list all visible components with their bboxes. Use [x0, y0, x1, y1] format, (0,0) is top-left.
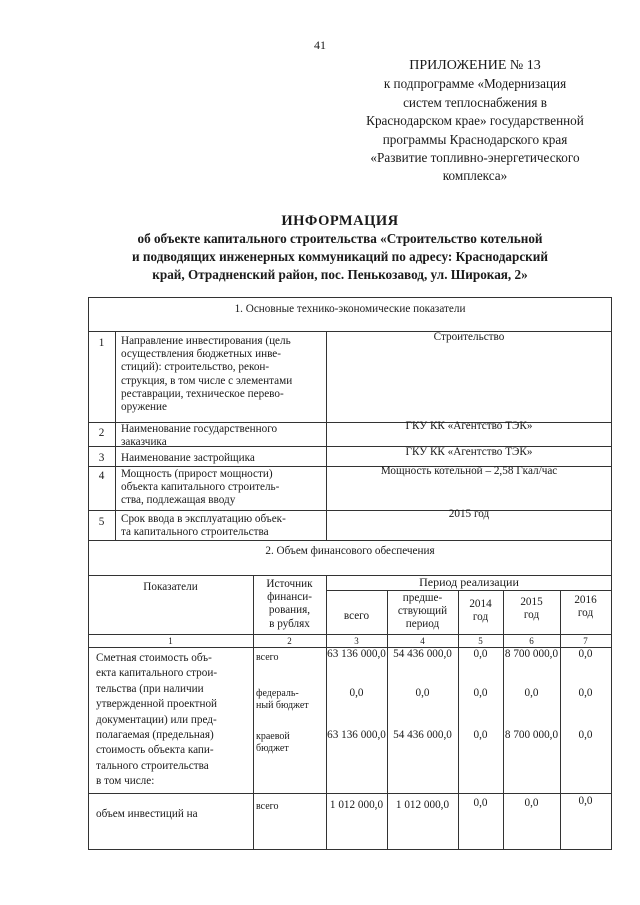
label-line: осуществления бюджетных инве- [121, 348, 281, 361]
heading-line: об объекте капитального строительства «Строительство котельной [137, 231, 543, 246]
header-line: в рублях [269, 617, 310, 630]
appendix-line: систем теплоснабжения в [403, 94, 547, 110]
table-border [88, 793, 612, 794]
appendix-line: комплекса» [442, 168, 508, 184]
value-cell: 0,0 [578, 687, 593, 699]
heading-line: и подводящих инженерных коммуникаций по адресу: Краснодарский [132, 249, 548, 264]
value-cell: 0,0 [578, 729, 593, 741]
table-border [88, 540, 612, 541]
appendix-line: Краснодарском крае» государственной [366, 113, 584, 129]
value-cell: 63 136 000,0 [327, 729, 386, 741]
value-cell: 0,0 [524, 687, 539, 699]
source-line: бюджет [256, 743, 289, 754]
value-cell: 0,0 [473, 687, 488, 699]
label-line: тельства (при наличии [96, 682, 204, 695]
header-total: всего [343, 610, 370, 622]
column-number: 2 [287, 636, 292, 646]
section2-title: 2. Объем финансового обеспечения [265, 545, 435, 557]
investment-label: объем инвестиций на [96, 808, 198, 820]
value-cell: 0,0 [349, 687, 364, 699]
label-line: стоимость объекта капи- [96, 744, 214, 757]
header-line: год [577, 607, 594, 620]
label-line: документации) или пред- [96, 713, 217, 726]
row-label [121, 452, 326, 465]
appendix-block [340, 57, 610, 186]
appendix-line: к подпрограмме «Модернизация [383, 76, 567, 92]
document-heading [80, 212, 600, 284]
label-line: струкция, в том числе с элементами [121, 374, 293, 387]
label-line: Наименование государственного [121, 423, 278, 435]
column-number: 3 [354, 636, 359, 646]
label-line: Мощность (прирост мощности) [121, 468, 273, 480]
including-label: в том числе: [96, 775, 155, 787]
header-line: 2014 [469, 598, 492, 610]
value-cell: 8 700 000,0 [504, 729, 559, 741]
row-number: 3 [98, 452, 105, 464]
label-line: стиций): строительство, рекон- [121, 361, 270, 374]
value-cell: 54 436 000,0 [393, 648, 452, 660]
table-border [560, 590, 561, 849]
row-value: Мощность котельной – 2,58 Гкал/час [380, 465, 558, 477]
source-cell [256, 731, 326, 755]
table-border [88, 297, 89, 850]
heading-title: ИНФОРМАЦИЯ [281, 213, 399, 229]
row-value: 2015 год [448, 508, 490, 520]
label-line: Наименование застройщика [121, 452, 255, 464]
value-cell: 8 700 000,0 [504, 648, 559, 660]
row-label [121, 513, 326, 539]
source-line: федераль- [256, 688, 299, 699]
table-border [115, 331, 116, 540]
label-line: объекта капитального строитель- [121, 481, 280, 494]
label-line: Направление инвестирования (цель [121, 335, 291, 347]
header-indicators: Показатели [143, 581, 198, 593]
value-cell: 63 136 000,0 [327, 648, 386, 660]
page-number: 41 [314, 38, 326, 52]
row-label [121, 423, 326, 449]
header-line: рования, [268, 604, 311, 617]
header-line: финанси- [267, 591, 312, 604]
header-line: ствующий [397, 605, 448, 618]
label-line: Сметная стоимость объ- [96, 652, 212, 664]
header-source [253, 578, 326, 631]
header-line: 2015 [520, 596, 543, 608]
value-cell: 54 436 000,0 [393, 729, 452, 741]
header-period: Период реализации [419, 575, 519, 589]
heading-line: край, Отрадненский район, пос. Пенькозавод, ул. Широкая, 2» [152, 267, 528, 282]
value-cell: 0,0 [578, 648, 593, 660]
row-label [121, 335, 326, 414]
label-line: оружение [121, 401, 167, 414]
value-cell: 0,0 [524, 797, 539, 809]
header-2016 [560, 594, 611, 620]
row-number: 4 [98, 470, 105, 482]
header-line: предше- [402, 592, 443, 604]
value-cell: 0,0 [473, 648, 488, 660]
header-line: год [523, 609, 540, 622]
row-number: 5 [98, 516, 105, 528]
value-cell: 0,0 [578, 795, 593, 807]
column-number: 1 [168, 636, 173, 646]
source-cell [256, 688, 326, 712]
label-line: реставрации, техническое перево- [121, 387, 284, 400]
header-line: 2016 [574, 594, 597, 606]
row-value: ГКУ КК «Агентство ТЭК» [405, 420, 533, 432]
label-line: заказчика [121, 436, 167, 449]
header-2015 [503, 596, 560, 622]
section1-title: 1. Основные технико-экономические показатели [234, 303, 466, 315]
table-border [88, 849, 612, 850]
header-line: Источник [266, 578, 313, 590]
table-border [88, 297, 612, 298]
value-cell: 1 012 000,0 [395, 799, 450, 811]
label-line: тального строительства [96, 759, 209, 772]
label-line: ства, подлежащая вводу [121, 494, 236, 507]
source-line: ный бюджет [256, 700, 309, 711]
label-line: утвержденной проектной [96, 698, 218, 711]
row-value: Строительство [433, 331, 505, 343]
appendix-line: «Развитие топливно-энергетического [370, 150, 580, 166]
label-line: Срок ввода в эксплуатацию объек- [121, 513, 286, 525]
row-label [121, 468, 326, 508]
value-cell: 1 012 000,0 [329, 799, 384, 811]
header-2014 [458, 598, 503, 624]
table-border [326, 590, 612, 591]
source-cell: всего [256, 652, 279, 663]
column-number: 4 [420, 636, 425, 646]
value-cell: 0,0 [473, 797, 488, 809]
header-line: год [472, 611, 489, 624]
row-value: ГКУ КК «Агентство ТЭК» [405, 446, 533, 458]
row-number: 2 [98, 427, 105, 439]
label-line: та капитального строительства [121, 526, 269, 539]
label-line: екта капитального строи- [96, 667, 218, 680]
appendix-line: программы Краснодарского края [382, 131, 568, 147]
table-border [611, 297, 612, 850]
header-line: период [405, 618, 440, 631]
table-border [88, 634, 612, 635]
column-number: 5 [478, 636, 483, 646]
row-number: 1 [98, 337, 105, 349]
value-cell: 0,0 [473, 729, 488, 741]
estimate-label [96, 651, 253, 774]
source-cell: всего [256, 801, 279, 812]
label-line: полагаемая (предельная) [96, 729, 214, 742]
column-number: 7 [583, 636, 588, 646]
column-number: 6 [529, 636, 534, 646]
header-previous [387, 592, 458, 632]
source-line: краевой [256, 731, 290, 742]
appendix-title: ПРИЛОЖЕНИЕ № 13 [409, 58, 541, 73]
value-cell: 0,0 [415, 687, 430, 699]
